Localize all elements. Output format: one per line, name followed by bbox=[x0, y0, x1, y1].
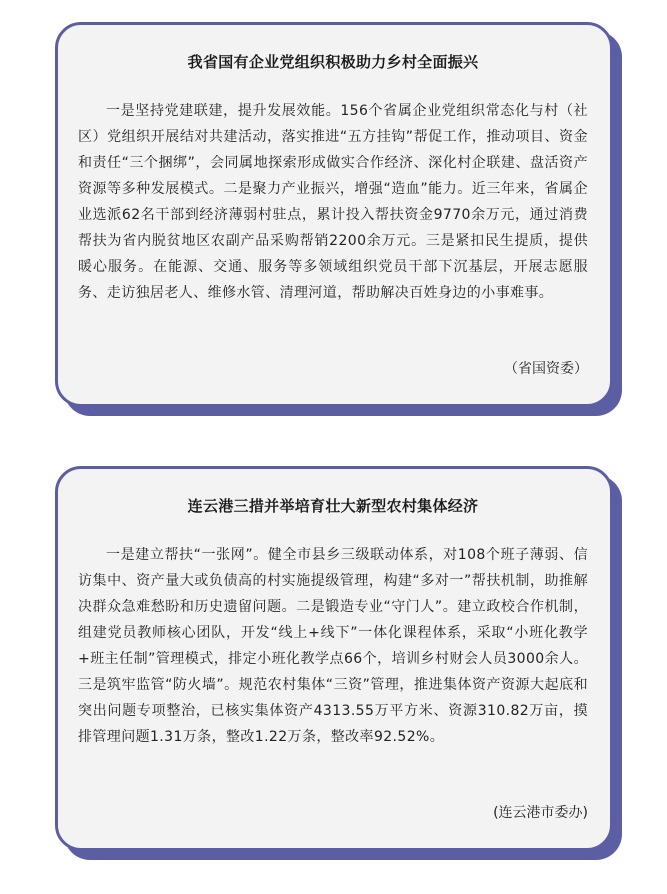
card-title: 连云港三措并举培育壮大新型农村集体经济 bbox=[187, 497, 479, 515]
card-panel bbox=[55, 466, 613, 851]
news-card-2 bbox=[55, 466, 613, 851]
card-body: 一是建立帮扶“一张网”。健全市县乡三级联动体系，对108个班子薄弱、信访集中、资产量大或负债高的村实施提级管理，构建“多对一”帮扶机制，助推解决群众急难愁盼和历史遗留问题。二是锻造专业“守门人”。建立政校合作机制，组建党员教师核心团队，开发“线上+线下”一体化课程体系，采取“小班化教学+班主任制”管理模式，排定小班化教学点66个，培训乡村财会人员3000余人。三是筑牢监管“防火墙”。规范农村集体“三资”管理，推进集体资产资源大起底和突出问题专项整治，已核实集体资产4313.55万平方米、资源310.82万亩，摸排管理问题1.31万条，整改1.22万条，整改率92.52%。 bbox=[78, 547, 588, 745]
card-source: （省国资委） bbox=[504, 361, 588, 377]
card-source: (连云港市委办) bbox=[493, 805, 588, 821]
card-body: 一是坚持党建联建，提升发展效能。156个省属企业党组织常态化与村（社区）党组织开展结对共建活动，落实推进“五方挂钩”帮促工作，推动项目、资金和责任“三个捆绑”，会同属地探索形成做实合作经济、深化村企联建、盘活资产资源等多种发展模式。二是聚力产业振兴，增强“造血”能力。近三年来，省属企业选派62名干部到经济薄弱村驻点，累计投入帮扶资金9770余万元，通过消费帮扶为省内脱贫地区农副产品采购帮销2200余万元。三是紧扣民生提质，提供暖心服务。在能源、交通、服务等多领域组织党员干部下沉基层，开展志愿服务、走访独居老人、维修水管、清理河道，帮助解决百姓身边的小事难事。 bbox=[78, 103, 588, 301]
card-title: 我省国有企业党组织积极助力乡村全面振兴 bbox=[187, 53, 479, 71]
news-card-1 bbox=[55, 22, 613, 407]
card-panel bbox=[55, 22, 613, 407]
